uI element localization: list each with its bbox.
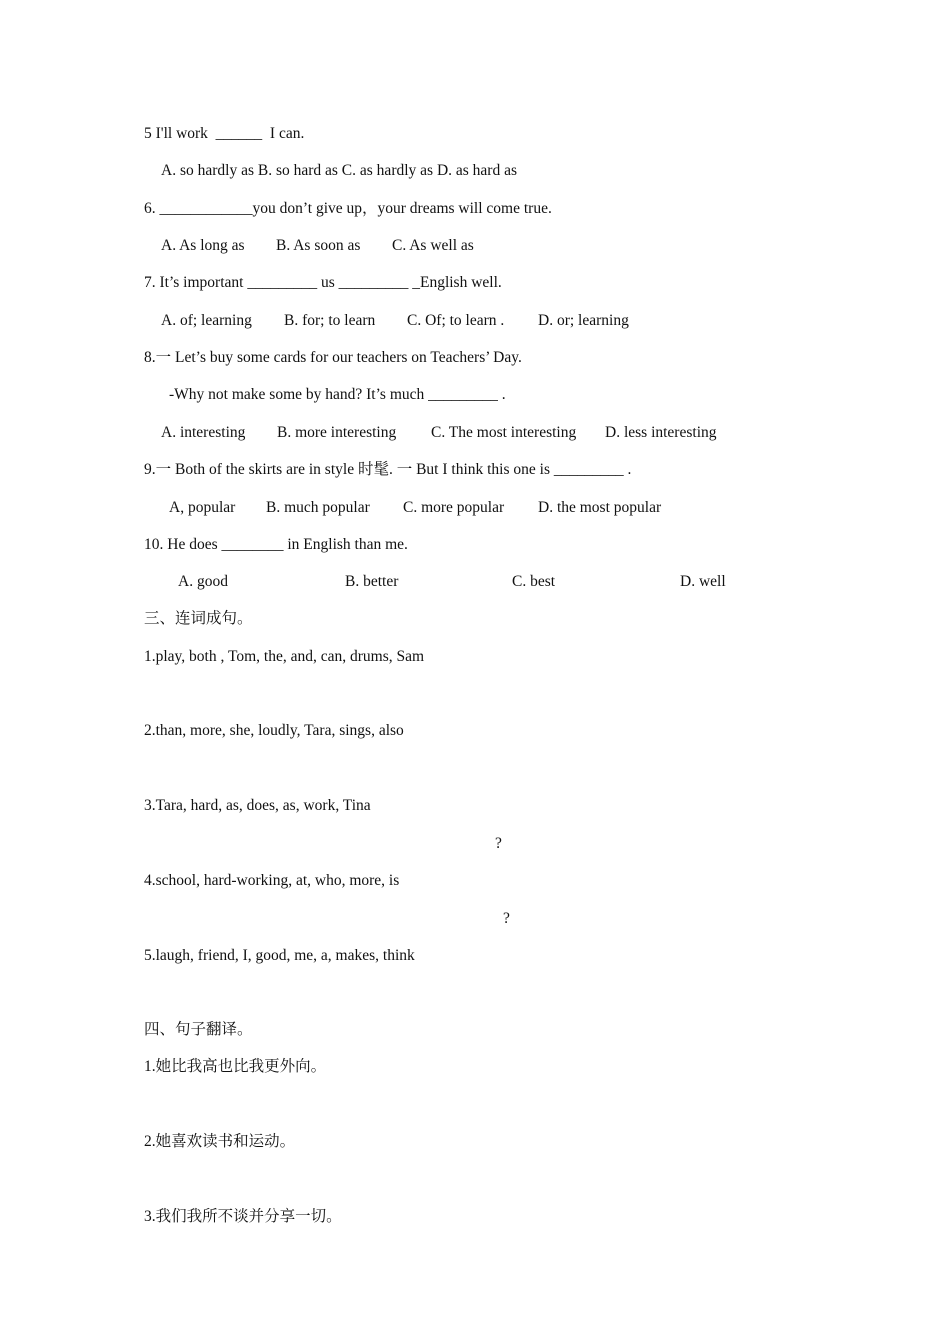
question-9-option-c: C. more popular xyxy=(403,499,505,516)
question-8-option-b: B. more interesting xyxy=(277,424,397,441)
translation-item-3: 3.我们我所不谈并分享一切。 xyxy=(144,1208,342,1225)
reorder-item-1: 1.play, both , Tom, the, and, can, drums, Sam xyxy=(144,648,425,665)
reorder-question-mark-2: ? xyxy=(503,910,510,927)
question-8-option-c: C. The most interesting xyxy=(431,424,577,441)
question-10-option-c: C. best xyxy=(512,573,556,590)
question-6-option-c: C. As well as xyxy=(392,237,474,254)
question-8-line2: -Why not make some by hand? It’s much _________ . xyxy=(169,386,506,403)
question-7-option-c: C. Of; to learn . xyxy=(407,312,505,329)
translation-item-2: 2.她喜欢读书和运动。 xyxy=(144,1133,296,1150)
question-8-option-a: A. interesting xyxy=(161,424,246,441)
reorder-item-4: 4.school, hard-working, at, who, more, is xyxy=(144,872,400,889)
section-3-heading: 三、连词成句。 xyxy=(144,610,253,627)
question-5-options: A. so hardly as B. so hard as C. as hardly as D. as hard as xyxy=(161,162,518,179)
section-4-heading: 四、句子翻译。 xyxy=(144,1021,253,1038)
question-6-option-a: A. As long as xyxy=(161,237,245,254)
question-7-option-b: B. for; to learn xyxy=(284,312,376,329)
question-9-option-a: A, popular xyxy=(169,499,236,516)
question-9-option-b: B. much popular xyxy=(266,499,370,516)
reorder-question-mark-1: ? xyxy=(495,835,502,852)
reorder-item-3: 3.Tara, hard, as, does, as, work, Tina xyxy=(144,797,371,814)
translation-item-1: 1.她比我高也比我更外向。 xyxy=(144,1058,327,1075)
question-6-option-b: B. As soon as xyxy=(276,237,361,254)
question-9-option-d: D. the most popular xyxy=(538,499,662,516)
reorder-item-5: 5.laugh, friend, I, good, me, a, makes, think xyxy=(144,947,415,964)
question-8-stem: 8.一 Let’s buy some cards for our teachers on Teachers’ Day. xyxy=(144,349,522,366)
reorder-item-2: 2.than, more, she, loudly, Tara, sings, also xyxy=(144,722,404,739)
question-10-option-b: B. better xyxy=(345,573,399,590)
question-7-option-a: A. of; learning xyxy=(161,312,252,329)
question-8-option-d: D. less interesting xyxy=(605,424,717,441)
question-10-option-d: D. well xyxy=(680,573,726,590)
question-5-stem: 5 I'll work ______ I can. xyxy=(144,125,305,142)
question-10-stem: 10. He does ________ in English than me. xyxy=(144,536,408,553)
question-10-option-a: A. good xyxy=(178,573,228,590)
question-7-stem: 7. It’s important _________ us _________ _English well. xyxy=(144,274,502,291)
question-7-option-d: D. or; learning xyxy=(538,312,629,329)
question-6-stem: 6. ____________you don’t give up，your dreams will come true. xyxy=(144,200,552,217)
question-9-stem: 9.一 Both of the skirts are in style 时髦. 一 But I think this one is _________ . xyxy=(144,461,632,478)
